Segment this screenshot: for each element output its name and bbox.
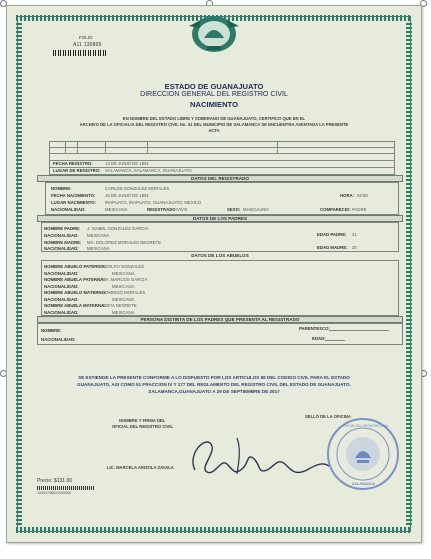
- bottom-barcode: [37, 486, 95, 490]
- legal-line-1: SE EXTIENDE LA PRESENTE CONFORME A LO DISPUESTO POR LOS ARTICULOS 86 DEL CODIGO CIVIL PARA EL ESTADO: [78, 375, 350, 380]
- edad-padre-value: 21: [352, 232, 357, 237]
- seal-text-top: OFICIAL DEL REGISTRO CIVIL: [343, 424, 389, 428]
- abuelo-materno-nacionalidad-label: NACIONALIDAD:: [44, 297, 79, 302]
- edad-madre-label: EDAD MADRE:: [317, 245, 348, 250]
- signature-title-line-1: NOMBRE Y FIRMA DEL: [119, 418, 166, 423]
- edad-line: [325, 340, 345, 341]
- nacionalidad-label: NACIONALIDAD:: [51, 207, 86, 212]
- registrado-nombre-label: NOMBRE:: [51, 186, 72, 191]
- grid-line: [105, 141, 106, 153]
- nombre-madre-value: MA. DOLORES MORALES NEGRETE: [87, 240, 162, 245]
- registrado-nombre-value: CARLOS GONZALEZ MORALES: [105, 186, 170, 191]
- office-title: DIRECCION GENERAL DEL REGISTRO CIVIL: [140, 91, 288, 98]
- nombre-padre-value: J. ISABEL GONZALEZ GARCIA: [87, 226, 149, 231]
- abuelo-paterno-nacionalidad-value: MEXICANA: [112, 271, 135, 276]
- grid-line: [147, 141, 148, 153]
- folio-label: FOLIO: [79, 35, 93, 40]
- abuela-materna-nacionalidad-value: MEXICANA: [112, 310, 135, 315]
- edad-madre-value: 20: [352, 245, 357, 250]
- seal-title: SELLO DE LA OFICINA: [305, 414, 351, 419]
- grid-line: [277, 141, 278, 153]
- section-padres: DATOS DE LOS PADRES: [37, 215, 403, 222]
- persona-nacionalidad-label: NACIONALIDAD:: [41, 337, 76, 342]
- abuelo-paterno-nacionalidad-label: NACIONALIDAD:: [44, 271, 79, 276]
- nacionalidad-madre-value: MEXICANA: [87, 246, 110, 251]
- section-persona-distinta: PERSONA DISTINTA DE LOS PADRES QUE PRESENTA AL REGISTRADO: [37, 316, 403, 323]
- nacionalidad-padre-label: NACIONALIDAD:: [44, 233, 79, 238]
- abuela-paterna-label: NOMBRE ABUELA PATERNA:: [44, 277, 105, 282]
- abuela-paterna-nacionalidad-label: NACIONALIDAD:: [44, 284, 79, 289]
- certification-line-1: EN NOMBRE DEL ESTADO LIBRE Y SOBERANO DE GUANAJUATO, CERTIFICO QUE EN EL: [122, 116, 306, 121]
- fecha-registro-value: 14 DE JUNIO DE 1961: [105, 161, 149, 166]
- abuelo-paterno-label: NOMBRE ABUELO PATERNO:: [44, 264, 106, 269]
- nacionalidad-padre-value: MEXICANA: [87, 233, 110, 238]
- persona-parentesco-label: PARENTESCO:: [299, 326, 330, 331]
- fecha-nacimiento-value: 15 DE JUNIO DE 1961: [105, 193, 149, 198]
- abuela-materna-value: SOFIA NEGRETE: [102, 303, 137, 308]
- act-type-title: NACIMIENTO: [190, 100, 238, 109]
- lugar-registro-label: LUGAR DE REGISTRO:: [53, 168, 101, 173]
- fecha-registro-label: FECHA REGISTRO:: [53, 161, 93, 166]
- abuela-materna-nacionalidad-label: NACIONALIDAD:: [44, 310, 79, 315]
- lugar-nacimiento-value: IRAPUATO, IRAPUATO, GUANAJUATO, MEXICO: [105, 200, 202, 205]
- edad-padre-label: EDAD PADRE:: [317, 232, 347, 237]
- grid-line: [49, 160, 395, 161]
- abuelo-materno-value: DOMINGO MORALES: [102, 290, 146, 295]
- comparecio-value: PADRE: [352, 207, 367, 212]
- persona-distinta-box: [37, 323, 403, 345]
- certification-line-2: ARCHIVO DE LA OFICIALIA DEL REGISTRO CIVIL No. 01 DEL MUNICIPIO DE SALAMANCA SE ENCUENTRA ASENTADA LA PRESENTE: [79, 122, 349, 127]
- abuelo-materno-nacionalidad-value: MEXICANA: [112, 297, 135, 302]
- sexo-value: MASCULINO: [243, 207, 269, 212]
- hora-label: HORA:: [340, 193, 355, 198]
- seal-text-bottom: SALAMANCA: [352, 482, 376, 486]
- registrado-status-value: VIVO: [177, 207, 188, 212]
- grid-line: [65, 141, 66, 153]
- abuela-paterna-nacionalidad-value: MEXICANA: [112, 284, 135, 289]
- persona-edad-label: EDAD:: [312, 336, 326, 341]
- abuelo-materno-label: NOMBRE ABUELO MATERNO:: [44, 290, 107, 295]
- signature-title-line-2: OFICIAL DEL REGISTRO CIVIL: [112, 424, 174, 429]
- abuelo-paterno-value: ADOLFO GONZALEZ: [102, 264, 145, 269]
- nombre-madre-label: NOMBRE MADRE:: [44, 240, 82, 245]
- comparecio-label: COMPARECIO:: [320, 207, 351, 212]
- grid-line: [49, 147, 395, 148]
- official-signature: [177, 418, 337, 488]
- folio-barcode: [53, 50, 107, 56]
- official-name: LIC. MARCELA ARIZOLA ZAVALA: [107, 465, 174, 470]
- certification-line-3: ACTA: [208, 128, 220, 133]
- folio-number: A11 130805: [73, 42, 102, 48]
- nacionalidad-madre-label: NACIONALIDAD:: [44, 246, 79, 251]
- birth-certificate-document: [6, 5, 422, 543]
- hora-value: 04:00: [357, 193, 368, 198]
- state-emblem: [179, 8, 249, 56]
- abuela-paterna-value: MA. MARCOS GARCIA: [102, 277, 148, 282]
- lugar-registro-value: SALAMANCA, SALAMANCA, GUANAJUATO: [105, 168, 192, 173]
- legal-line-2: GUANAJUATO, ASI COMO 51 FRACCION IV Y 177 DEL REGLAMENTO DEL REGISTRO CIVIL DEL ESTADO DE GUANAJUATO.: [77, 382, 351, 387]
- abuela-materna-label: NOMBRE ABUELA MATERNA:: [44, 303, 106, 308]
- section-registrado: DATOS DEL REGISTRADO: [37, 175, 403, 182]
- grid-line: [49, 153, 395, 154]
- nacionalidad-value: MEXICANA: [105, 207, 128, 212]
- state-title: ESTADO DE GUANAJUATO: [164, 82, 264, 91]
- barcode-number: 10431706013100090: [37, 491, 71, 495]
- lugar-nacimiento-label: LUGAR NACIMIENTO:: [51, 200, 97, 205]
- grid-line: [77, 141, 78, 153]
- parentesco-line: [329, 330, 389, 331]
- section-abuelos: DATOS DE LOS ABUELOS: [191, 253, 249, 258]
- nombre-padre-label: NOMBRE PADRE:: [44, 226, 81, 231]
- legal-line-3: SALAMANCA,GUANAJUATO A 29 DE SEPTIEMBRE DE 2017: [148, 389, 280, 394]
- price: Precio: $131.00: [37, 478, 73, 484]
- persona-nombre-label: NOMBRE:: [41, 328, 62, 333]
- registrado-status-label: REGISTRADO:: [147, 207, 178, 212]
- fecha-nacimiento-label: FECHA NACIMIENTO:: [51, 193, 96, 198]
- sexo-label: SEXO:: [227, 207, 241, 212]
